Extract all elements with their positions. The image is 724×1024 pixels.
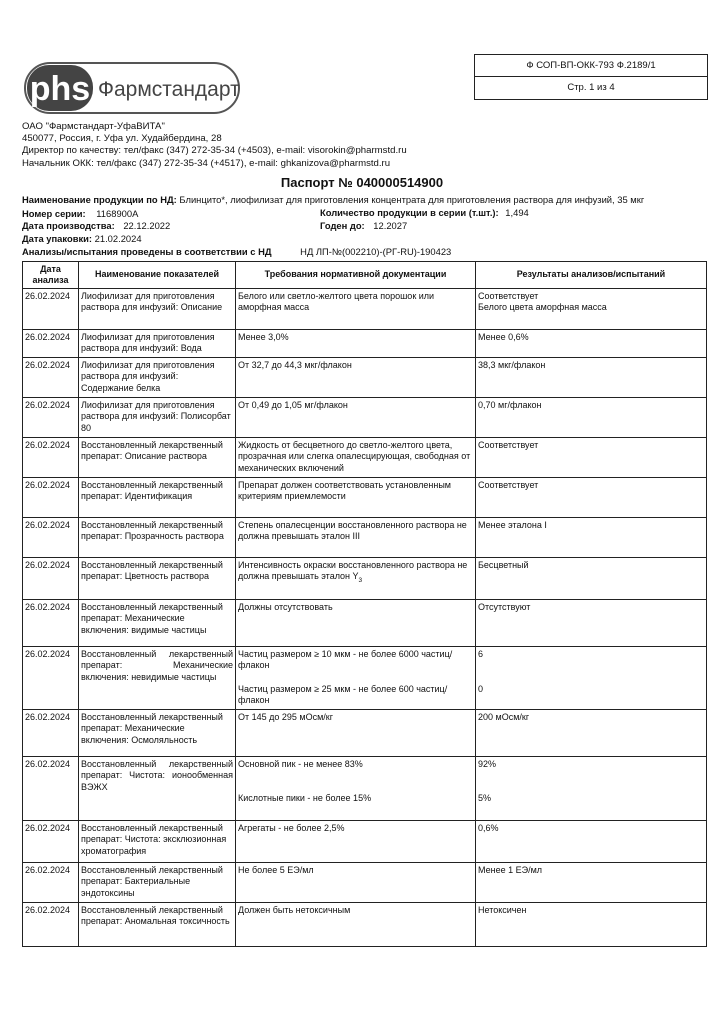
row-result-part: 0: [478, 684, 484, 695]
table-row: [23, 437, 707, 477]
row-requirement: Должны отсутствовать: [236, 599, 476, 646]
row-indicator: Восстановленный лекарственный препарат: Аномальная токсичность: [79, 902, 236, 946]
series-value: 1168900А: [96, 208, 139, 219]
table-row: [23, 517, 707, 557]
row-date: 26.02.2024: [23, 477, 79, 517]
row-date: 26.02.2024: [23, 820, 79, 862]
row-date: 26.02.2024: [23, 437, 79, 477]
row-requirement-part: Частиц размером ≥ 10 мкм - не более 6000 частиц/флакон: [238, 648, 453, 671]
row-requirement: Степень опалесценции восстановленного раствора не должна превышать эталон III: [236, 517, 476, 557]
logo-mark: phs: [29, 70, 91, 108]
quantity-value: 1,494: [505, 207, 529, 218]
table-row: [23, 599, 707, 646]
row-indicator: Восстановленный лекарственный препарат: Механические включения: Осмоляльность: [79, 709, 236, 756]
okk-head-contact: Начальник ОКК: тел/факс (347) 272-35-34 (+4517), e-mail: ghkanizova@pharmstd.ru: [22, 158, 391, 169]
row-date: 26.02.2024: [23, 289, 79, 330]
table-row: [23, 557, 707, 599]
header-date: Дата анализа: [23, 262, 79, 289]
table-row: [23, 646, 707, 709]
row-indicator: Восстановленный лекарственный препарат: Механические включения: видимые частицы: [79, 599, 236, 646]
row-date: 26.02.2024: [23, 862, 79, 902]
series-line: [22, 208, 138, 219]
row-result: Менее эталона I: [476, 517, 707, 557]
row-requirement-part: Кислотные пики - не более 15%: [238, 793, 372, 804]
row-date: 26.02.2024: [23, 646, 79, 709]
row-result: Соответствует: [476, 437, 707, 477]
header-results: Результаты анализов/испытаний: [476, 262, 707, 289]
row-requirement-part: Основной пик - не менее 83%: [238, 758, 363, 769]
row-requirement-part: Частиц размером ≥ 25 мкм - не более 600 частиц/флакон: [238, 683, 448, 706]
document-code: Ф СОП-ВП-ОКК-793 Ф.2189/1: [526, 60, 656, 71]
row-date: 26.02.2024: [23, 330, 79, 358]
row-date: 26.02.2024: [23, 599, 79, 646]
table-row: [23, 330, 707, 358]
table-row: [23, 862, 707, 902]
row-date: 26.02.2024: [23, 756, 79, 820]
row-requirement: От 145 до 295 мОсм/кг: [236, 709, 476, 756]
row-requirement: Белого или светло-желтого цвета порошок или аморфная масса: [236, 289, 476, 330]
page-number: Стр. 1 из 4: [475, 76, 707, 98]
row-result: Отсутствуют: [476, 599, 707, 646]
row-result: Менее 0,6%: [476, 330, 707, 358]
table-row: [23, 289, 707, 330]
row-requirement: Не более 5 ЕЭ/мл: [236, 862, 476, 902]
row-result: Соответствует Белого цвета аморфная масса: [476, 289, 707, 330]
nd-value: НД ЛП-№(002210)-(РГ-RU)-190423: [300, 246, 452, 257]
row-requirement: [236, 756, 476, 820]
row-requirement: [236, 557, 476, 599]
row-result-part: 5%: [478, 793, 492, 804]
row-result: Бесцветный: [476, 557, 707, 599]
row-indicator: Лиофилизат для приготовления раствора для инфузий: Описание: [79, 289, 236, 330]
table-row: [23, 477, 707, 517]
row-requirement: Агрегаты - не более 2,5%: [236, 820, 476, 862]
expiry-value: 12.2027: [373, 220, 408, 231]
company-address: 450077, Россия, г. Уфа ул. Худайбердина, 28: [22, 133, 222, 144]
row-result: 200 мОсм/кг: [476, 709, 707, 756]
table-row: [23, 902, 707, 946]
row-date: 26.02.2024: [23, 517, 79, 557]
row-indicator: Лиофилизат для приготовления раствора для инфузий: Полисорбат 80: [79, 397, 236, 437]
row-indicator: Восстановленный лекарственный препарат: Механические включения: невидимые частицы: [79, 646, 236, 709]
packing-date-value: 21.02.2024: [94, 233, 142, 244]
table-header-row: [23, 262, 707, 289]
row-result: 0,6%: [476, 820, 707, 862]
document-code-box: [474, 54, 708, 100]
row-indicator: Восстановленный лекарственный препарат: Чистота: ионообменная ВЭЖХ: [79, 756, 236, 820]
pharmstandard-logo-icon: [24, 62, 240, 114]
company-name: ОАО "Фармстандарт-УфаВИТА": [22, 121, 165, 132]
row-result: 38,3 мкг/флакон: [476, 357, 707, 397]
row-result: [476, 646, 707, 709]
nd-line: [22, 246, 451, 257]
row-requirement: [236, 646, 476, 709]
row-result: Соответствует: [476, 477, 707, 517]
quality-director-contact: Директор по качеству: тел/факс (347) 272-35-34 (+4503), e-mail: visorokin@pharmstd.ru: [22, 145, 407, 156]
row-indicator: Восстановленный лекарственный препарат: Бактериальные эндотоксины: [79, 862, 236, 902]
header-indicator: Наименование показателей: [79, 262, 236, 289]
company-logo: [24, 62, 240, 114]
table-row: [23, 357, 707, 397]
row-result: 0,70 мг/флакон: [476, 397, 707, 437]
quantity-line: [320, 207, 529, 218]
row-result: [476, 756, 707, 820]
packing-date-line: [22, 233, 142, 244]
row-date: 26.02.2024: [23, 557, 79, 599]
row-date: 26.02.2024: [23, 709, 79, 756]
product-line: [22, 194, 644, 205]
header-requirements: Требования нормативной документации: [236, 262, 476, 289]
row-result-part: 6: [478, 648, 484, 659]
row-indicator: Восстановленный лекарственный препарат: Идентификация: [79, 477, 236, 517]
packing-date-label: Дата упаковки:: [22, 233, 93, 244]
nd-label: Анализы/испытания проведены в соответствии с НД: [22, 246, 272, 257]
row-requirement: Препарат должен соответствовать установленным критериям приемлемости: [236, 477, 476, 517]
row-requirement: Менее 3,0%: [236, 330, 476, 358]
row-result: Нетоксичен: [476, 902, 707, 946]
row-requirement: Жидкость от бесцветного до светло-желтого цвета, прозрачная или слегка опалесцирующая, свободная от механических включений: [236, 437, 476, 477]
passport-title: Паспорт № 040000514900: [280, 175, 444, 190]
row-requirement: От 0,49 до 1,05 мг/флакон: [236, 397, 476, 437]
row-requirement: Должен быть нетоксичным: [236, 902, 476, 946]
row-requirement: От 32,7 до 44,3 мкг/флакон: [236, 357, 476, 397]
row-result-part: 92%: [478, 758, 497, 769]
row-requirement-text: Интенсивность окраски восстановленного раствора не должна превышать эталон Y: [238, 559, 468, 582]
table-row: [23, 709, 707, 756]
expiry-label: Годен до:: [320, 220, 365, 231]
results-table: [22, 261, 707, 947]
production-date-label: Дата производства:: [22, 220, 115, 231]
product-label: Наименование продукции по НД:: [22, 194, 177, 205]
row-date: 26.02.2024: [23, 357, 79, 397]
series-label: Номер серии:: [22, 208, 86, 219]
row-indicator: Лиофилизат для приготовления раствора для инфузий: Содержание белка: [79, 357, 236, 397]
row-indicator: Восстановленный лекарственный препарат: Цветность раствора: [79, 557, 236, 599]
logo-name: Фармстандарт: [98, 78, 240, 101]
row-date: 26.02.2024: [23, 397, 79, 437]
table-row: [23, 756, 707, 820]
product-value: Блинцито*, лиофилизат для приготовления концентрата для приготовления раствора для инфузий, 35 мкг: [179, 194, 645, 205]
row-indicator: Восстановленный лекарственный препарат: Описание раствора: [79, 437, 236, 477]
row-indicator: Восстановленный лекарственный препарат: Чистота: эксклюзионная хроматография: [79, 820, 236, 862]
table-row: [23, 397, 707, 437]
row-indicator: Лиофилизат для приготовления раствора для инфузий: Вода: [79, 330, 236, 358]
production-date-value: 22.12.2022: [123, 220, 171, 231]
expiry-line: [320, 220, 407, 231]
production-date-line: [22, 220, 170, 231]
row-requirement-subscript: 3: [358, 577, 363, 585]
row-result: Менее 1 ЕЭ/мл: [476, 862, 707, 902]
row-date: 26.02.2024: [23, 902, 79, 946]
table-row: [23, 820, 707, 862]
quantity-label: Количество продукции в серии (т.шт.):: [320, 207, 499, 218]
row-indicator: Восстановленный лекарственный препарат: Прозрачность раствора: [79, 517, 236, 557]
